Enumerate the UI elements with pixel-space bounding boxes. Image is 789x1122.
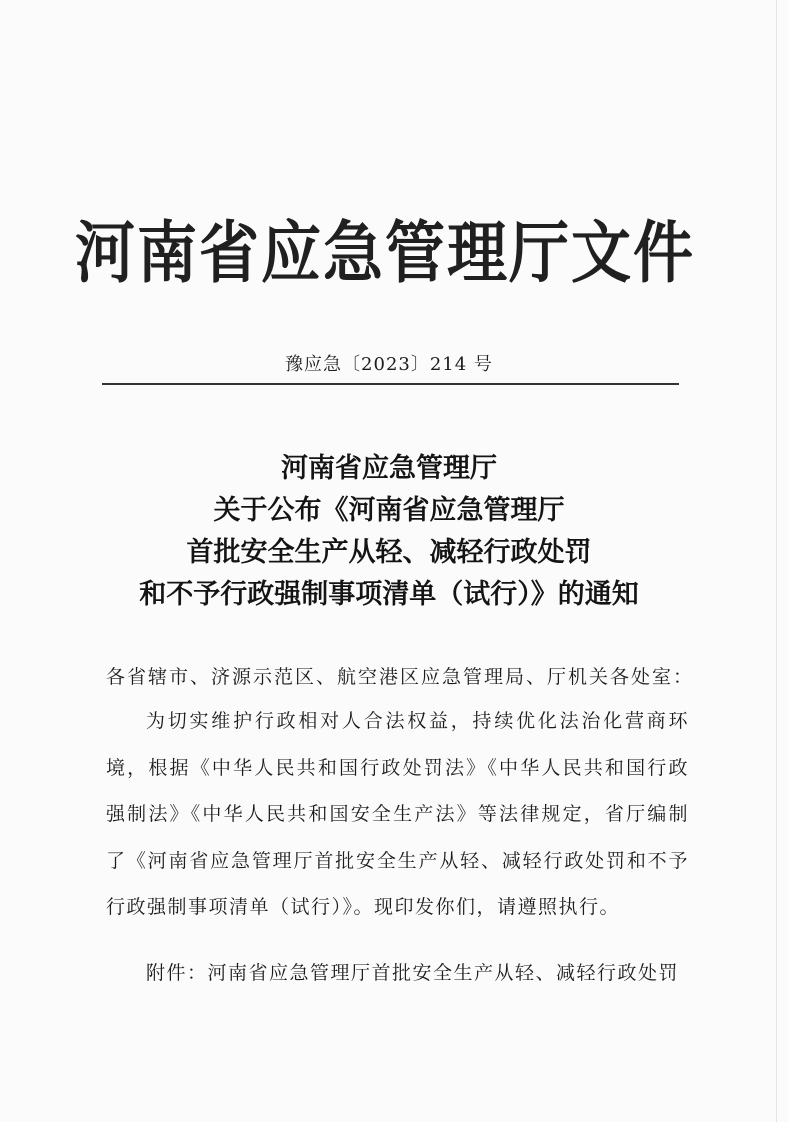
document-header-title: 河南省应急管理厅文件 — [75, 214, 695, 293]
notice-title-line-4: 和不予行政强制事项清单（试行）》的通知 — [139, 579, 639, 610]
notice-title-line-1: 河南省应急管理厅 — [281, 453, 497, 484]
notice-title-line-2: 关于公布《河南省应急管理厅 — [213, 495, 565, 526]
recipients: 各省辖市、济源示范区、航空港区应急管理局、厅机关各处室： — [106, 666, 695, 688]
attachment-note: 附件：河南省应急管理厅首批安全生产从轻、减轻行政处罚 — [146, 962, 680, 984]
document-number: 豫应急〔2023〕214 号 — [285, 354, 493, 375]
header-divider — [102, 383, 679, 385]
notice-title-line-3: 首批安全生产从轻、减轻行政处罚 — [186, 537, 592, 568]
body-paragraph: 为切实维护行政相对人合法权益，持续优化法治化营商环境，根据《中华人民共和国行政处罚法》《中华人民共和国行政强制法》《中华人民共和国安全生产法》等法律规定，省厅编制了《河南省应急管理厅首批安全生产从轻、减轻行政处罚和不予行政强制事项清单（试行）》。现印发你们，请遵照执行。 — [106, 710, 689, 919]
notice-title — [0, 448, 778, 616]
